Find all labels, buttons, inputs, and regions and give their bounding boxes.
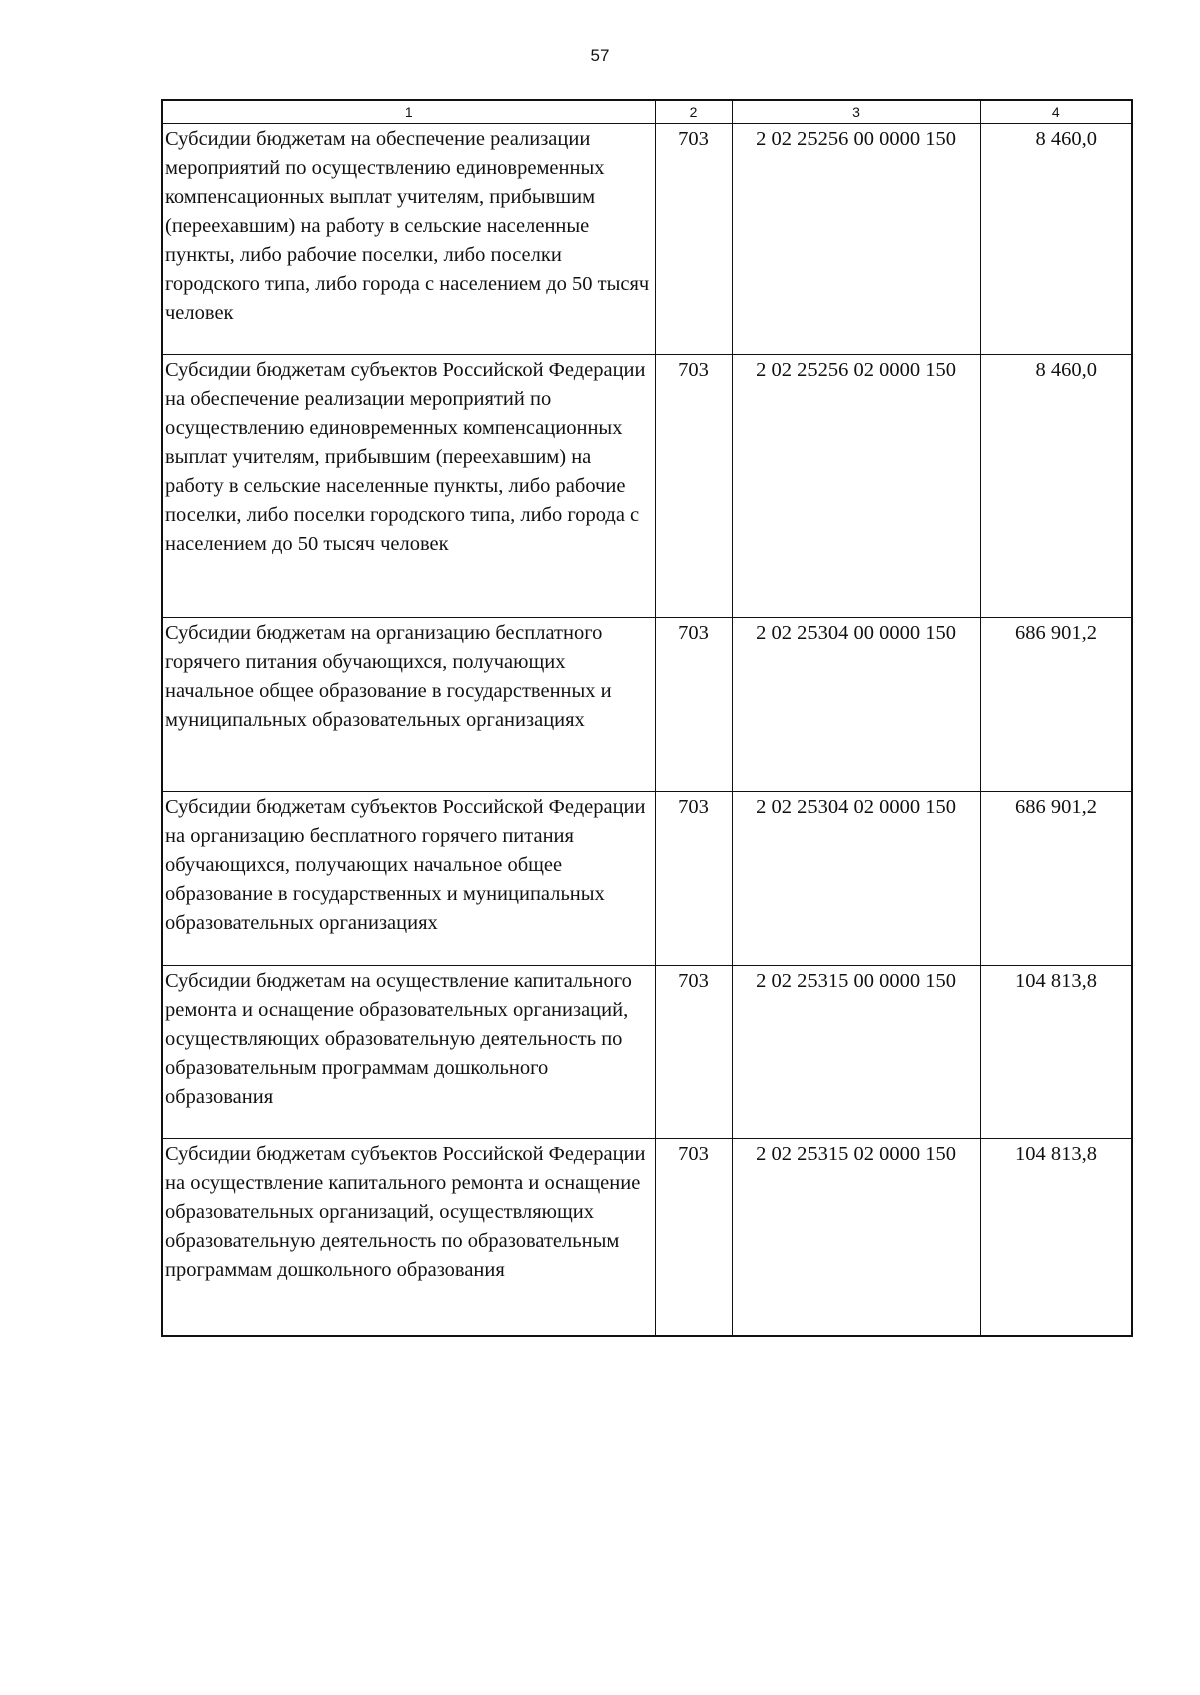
table-row bbox=[162, 792, 1132, 966]
row-description: Субсидии бюджетам на обеспечение реализации мероприятий по осуществлению единовременных компенсационных выплат учителям, прибывшим (переехавшим) на работу в сельские населенные пункты, либо рабочие поселки, либо поселки городского типа, либо города с населением до 50 тысяч человек bbox=[162, 124, 655, 355]
row-amount: 686 901,2 bbox=[980, 792, 1132, 966]
column-header-3: 3 bbox=[732, 100, 980, 124]
row-admin-code: 703 bbox=[655, 355, 732, 618]
row-description: Субсидии бюджетам на осуществление капитального ремонта и оснащение образовательных организаций, осуществляющих образовательную деятельность по образовательным программам дошкольного образования bbox=[162, 966, 655, 1139]
row-admin-code: 703 bbox=[655, 124, 732, 355]
table-row bbox=[162, 124, 1132, 355]
row-classification-code: 2 02 25304 00 0000 150 bbox=[732, 618, 980, 792]
row-classification-code: 2 02 25304 02 0000 150 bbox=[732, 792, 980, 966]
page-number: 57 bbox=[590, 46, 610, 65]
row-amount: 686 901,2 bbox=[980, 618, 1132, 792]
table-row bbox=[162, 355, 1132, 618]
row-description: Субсидии бюджетам субъектов Российской Федерации на осуществление капитального ремонта и оснащение образовательных организаций, осуществляющих образовательную деятельность по образовательным программам дошкольного образования bbox=[162, 1139, 655, 1336]
row-amount: 104 813,8 bbox=[980, 966, 1132, 1139]
row-admin-code: 703 bbox=[655, 792, 732, 966]
row-admin-code: 703 bbox=[655, 1139, 732, 1336]
table-row bbox=[162, 618, 1132, 792]
row-amount: 8 460,0 bbox=[980, 124, 1132, 355]
row-amount: 104 813,8 bbox=[980, 1139, 1132, 1336]
row-description: Субсидии бюджетам субъектов Российской Федерации на организацию бесплатного горячего питания обучающихся, получающих начальное общее образование в государственных и муниципальных образовательных организациях bbox=[162, 792, 655, 966]
table-header-row bbox=[162, 100, 1132, 124]
column-header-4: 4 bbox=[980, 100, 1132, 124]
row-amount: 8 460,0 bbox=[980, 355, 1132, 618]
row-description: Субсидии бюджетам субъектов Российской Федерации на обеспечение реализации мероприятий по осуществлению единовременных компенсационных выплат учителям, прибывшим (переехавшим) на работу в сельские населенные пункты, либо рабочие поселки, либо поселки городского типа, либо города с населением до 50 тысяч человек bbox=[162, 355, 655, 618]
row-admin-code: 703 bbox=[655, 618, 732, 792]
table-row bbox=[162, 1139, 1132, 1336]
row-classification-code: 2 02 25256 02 0000 150 bbox=[732, 355, 980, 618]
table-row bbox=[162, 966, 1132, 1139]
row-description: Субсидии бюджетам на организацию бесплатного горячего питания обучающихся, получающих начальное общее образование в государственных и муниципальных образовательных организациях bbox=[162, 618, 655, 792]
column-header-1: 1 bbox=[162, 100, 655, 124]
column-header-2: 2 bbox=[655, 100, 732, 124]
row-classification-code: 2 02 25315 00 0000 150 bbox=[732, 966, 980, 1139]
row-admin-code: 703 bbox=[655, 966, 732, 1139]
budget-table bbox=[161, 99, 1133, 1337]
row-classification-code: 2 02 25315 02 0000 150 bbox=[732, 1139, 980, 1336]
row-classification-code: 2 02 25256 00 0000 150 bbox=[732, 124, 980, 355]
